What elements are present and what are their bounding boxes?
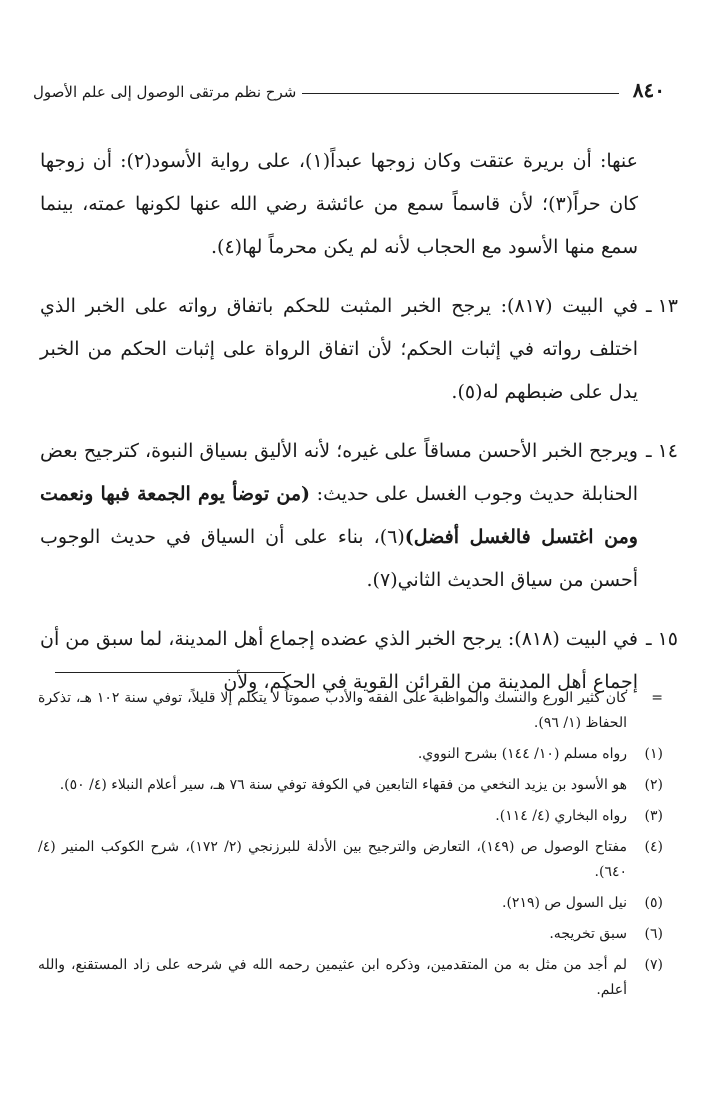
numbered-item-13 xyxy=(40,285,678,414)
footnote-text: لم أجد من مثل به من المتقدمين، وذكره ابن عثيمين رحمه الله في شرحه على زاد المستقنع، والله أعلم. xyxy=(38,957,627,998)
footnote xyxy=(38,742,663,767)
footnote xyxy=(38,835,663,885)
footnote-label: (٧) xyxy=(644,957,663,973)
footnote-text: مفتاح الوصول ص (١٤٩)، التعارض والترجيح بين الأدلة للبرزنجي (٢/ ١٧٢)، شرح الكوكب المنير (٤/ ٦٤٠). xyxy=(38,839,627,880)
footnote-text: رواه البخاري (٤/ ١١٤). xyxy=(495,808,627,824)
item-text: في البيت (٨١٧): يرجح الخبر المثبت للحكم باتفاق رواته على الخبر الذي اختلف رواته في إثبات الحكم؛ لأن اتفاق الرواة على إثبات الحكم من الخبر يدل على ضبطهم له(٥). xyxy=(40,295,638,403)
header-rule xyxy=(302,93,618,94)
footnote-text: رواه مسلم (١٠/ ١٤٤) بشرح النووي. xyxy=(417,746,627,762)
item-text-before: ويرجح الخبر الأحسن مساقاً على غيره؛ لأنه الأليق بسياق النبوة، كترجيح بعض الحنابلة حديث وجوب الغسل على حديث: xyxy=(40,440,638,505)
item-number: ١٥ ـ xyxy=(645,628,678,650)
item-number: ١٣ ـ xyxy=(645,295,678,317)
item-number: ١٤ ـ xyxy=(645,440,678,462)
item-text xyxy=(40,430,638,602)
paragraph-continuation: عنها: أن بريرة عتقت وكان زوجها عبداً(١)، على رواية الأسود(٢): أن زوجها كان حراً(٣)؛ لأن قاسماً سمع من عائشة رضي الله عنها لكونها عمته، بينما سمع منها الأسود مع الحجاب لأنه لم يكن محرماً لها(٤). xyxy=(40,150,639,258)
footnote-label: (١) xyxy=(644,746,663,762)
footnote-label: (٦) xyxy=(644,926,663,942)
footnote-label: (٥) xyxy=(644,895,663,911)
footnote xyxy=(38,953,663,1003)
item-text: في البيت (٨١٨): يرجح الخبر الذي عضده إجماع أهل المدينة، لما سبق من أن إجماع أهل المدينة من القرائن القوية في الحكم، ولأن xyxy=(40,628,638,693)
item-text-after: (٦)، بناء على أن السياق في حديث الوجوب أحسن من سياق الحديث الثاني(٧). xyxy=(40,526,638,591)
hadith-quote: (من توضأ يوم الجمعة فبها ونعمت ومن اغتسل فالغسل أفضل) xyxy=(40,483,638,548)
numbered-item-14 xyxy=(40,430,678,602)
page-number: ٨٤٠ xyxy=(632,78,665,102)
footnote-label: (٢) xyxy=(644,777,663,793)
footnote-separator xyxy=(55,672,285,673)
page-header xyxy=(33,74,665,100)
footnote xyxy=(38,804,663,829)
footnote-label: (٣) xyxy=(644,808,663,824)
footnote-text: سبق تخريجه. xyxy=(549,926,627,942)
footnote-text: كان كثير الورع والنسك والمواظبة على الفقه والأدب صموتاً لا يتكلم إلا قليلاً، توفي سنة ١٠٢ هـ، تذكرة الحفاظ (١/ ٩٦). xyxy=(38,690,628,731)
footnote xyxy=(38,922,663,947)
footnote xyxy=(38,891,663,916)
running-title: شرح نظم مرتقى الوصول إلى علم الأصول xyxy=(33,83,297,101)
footnotes xyxy=(38,686,663,1009)
footnote-text: هو الأسود بن يزيد النخعي من فقهاء التابعين في الكوفة توفي سنة ٧٦ هـ، سير أعلام النبلاء (٤/ ٥٠). xyxy=(59,777,627,793)
footnote-label: (٤) xyxy=(644,839,663,855)
footnote xyxy=(38,686,663,736)
footnote-text: نيل السول ص (٢١٩). xyxy=(502,895,627,911)
footnote xyxy=(38,773,663,798)
main-text xyxy=(40,130,678,704)
footnote-label: = xyxy=(651,690,663,706)
